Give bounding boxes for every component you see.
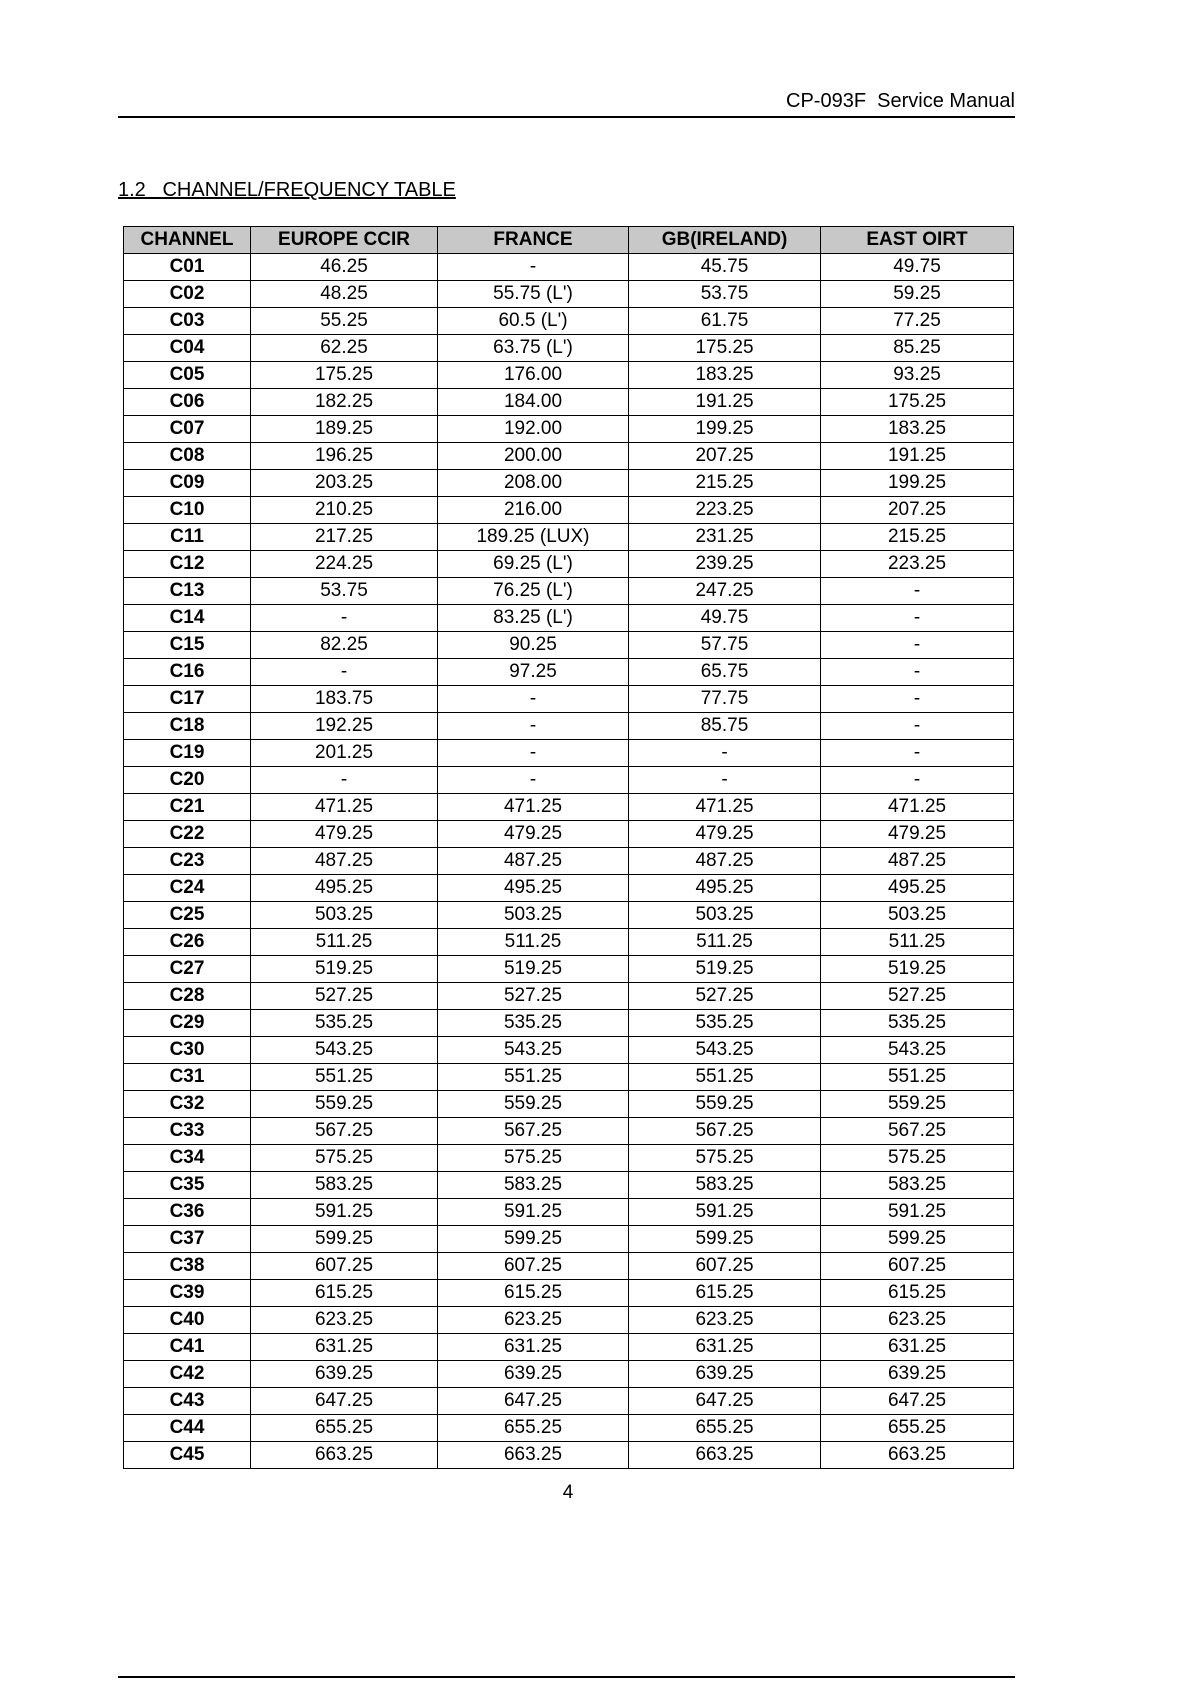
channel-cell: C21 — [124, 794, 251, 821]
channel-cell: C07 — [124, 416, 251, 443]
frequency-cell: 591.25 — [251, 1199, 438, 1226]
frequency-cell: 216.00 — [438, 497, 629, 524]
frequency-cell: 527.25 — [438, 983, 629, 1010]
frequency-cell: 663.25 — [251, 1442, 438, 1469]
frequency-cell: 495.25 — [629, 875, 821, 902]
frequency-cell: 503.25 — [629, 902, 821, 929]
frequency-cell: 479.25 — [251, 821, 438, 848]
channel-cell: C39 — [124, 1280, 251, 1307]
frequency-cell: 55.25 — [251, 308, 438, 335]
frequency-cell: 575.25 — [251, 1145, 438, 1172]
frequency-cell: 85.75 — [629, 713, 821, 740]
channel-cell: C19 — [124, 740, 251, 767]
channel-cell: C01 — [124, 254, 251, 281]
frequency-cell: - — [251, 605, 438, 632]
frequency-cell: 535.25 — [821, 1010, 1014, 1037]
table-row — [124, 1280, 1014, 1307]
channel-cell: C18 — [124, 713, 251, 740]
frequency-cell: 487.25 — [821, 848, 1014, 875]
table-row — [124, 983, 1014, 1010]
table-row — [124, 1361, 1014, 1388]
table-row — [124, 551, 1014, 578]
frequency-cell: 551.25 — [629, 1064, 821, 1091]
channel-cell: C29 — [124, 1010, 251, 1037]
frequency-cell: 543.25 — [629, 1037, 821, 1064]
table-row — [124, 767, 1014, 794]
frequency-cell: 85.25 — [821, 335, 1014, 362]
table-row — [124, 254, 1014, 281]
channel-cell: C06 — [124, 389, 251, 416]
footer-divider — [118, 1676, 1015, 1678]
frequency-cell: - — [251, 659, 438, 686]
frequency-cell: 45.75 — [629, 254, 821, 281]
frequency-cell: 201.25 — [251, 740, 438, 767]
frequency-cell: 639.25 — [629, 1361, 821, 1388]
frequency-cell: 83.25 (L') — [438, 605, 629, 632]
table-row — [124, 821, 1014, 848]
frequency-cell: 655.25 — [821, 1415, 1014, 1442]
table-row — [124, 308, 1014, 335]
table-row — [124, 1145, 1014, 1172]
frequency-cell: 495.25 — [251, 875, 438, 902]
frequency-cell: 217.25 — [251, 524, 438, 551]
frequency-cell: - — [438, 740, 629, 767]
channel-cell: C09 — [124, 470, 251, 497]
channel-cell: C20 — [124, 767, 251, 794]
frequency-cell: 495.25 — [821, 875, 1014, 902]
frequency-cell: - — [821, 632, 1014, 659]
frequency-cell: 527.25 — [629, 983, 821, 1010]
frequency-cell: 208.00 — [438, 470, 629, 497]
table-row — [124, 1307, 1014, 1334]
frequency-cell: 60.5 (L') — [438, 308, 629, 335]
frequency-cell: 543.25 — [438, 1037, 629, 1064]
frequency-cell: 203.25 — [251, 470, 438, 497]
channel-cell: C03 — [124, 308, 251, 335]
frequency-cell: 471.25 — [821, 794, 1014, 821]
frequency-cell: - — [821, 740, 1014, 767]
table-row — [124, 443, 1014, 470]
frequency-cell: 639.25 — [251, 1361, 438, 1388]
channel-cell: C25 — [124, 902, 251, 929]
frequency-cell: 591.25 — [821, 1199, 1014, 1226]
table-row — [124, 956, 1014, 983]
table-header — [124, 227, 1014, 254]
frequency-cell: 215.25 — [821, 524, 1014, 551]
frequency-cell: 527.25 — [821, 983, 1014, 1010]
frequency-cell: 175.25 — [821, 389, 1014, 416]
frequency-cell: 200.00 — [438, 443, 629, 470]
frequency-cell: 63.75 (L') — [438, 335, 629, 362]
frequency-cell: 77.25 — [821, 308, 1014, 335]
frequency-cell: 631.25 — [438, 1334, 629, 1361]
table-row — [124, 1037, 1014, 1064]
frequency-cell: 559.25 — [438, 1091, 629, 1118]
table-row — [124, 524, 1014, 551]
frequency-cell: 175.25 — [629, 335, 821, 362]
header-divider — [118, 116, 1015, 118]
column-header: EUROPE CCIR — [251, 227, 438, 254]
frequency-cell: 479.25 — [821, 821, 1014, 848]
frequency-cell: 663.25 — [821, 1442, 1014, 1469]
table-row — [124, 929, 1014, 956]
column-header: GB(IRELAND) — [629, 227, 821, 254]
frequency-cell: 479.25 — [438, 821, 629, 848]
channel-cell: C17 — [124, 686, 251, 713]
frequency-cell: 90.25 — [438, 632, 629, 659]
frequency-cell: 623.25 — [629, 1307, 821, 1334]
frequency-cell: 543.25 — [821, 1037, 1014, 1064]
frequency-cell: 551.25 — [251, 1064, 438, 1091]
frequency-cell: 199.25 — [821, 470, 1014, 497]
frequency-cell: - — [438, 713, 629, 740]
table-row — [124, 1091, 1014, 1118]
channel-cell: C35 — [124, 1172, 251, 1199]
channel-cell: C14 — [124, 605, 251, 632]
table-row — [124, 497, 1014, 524]
frequency-cell: 655.25 — [251, 1415, 438, 1442]
frequency-cell: 559.25 — [821, 1091, 1014, 1118]
frequency-cell: 199.25 — [629, 416, 821, 443]
frequency-cell: - — [821, 686, 1014, 713]
frequency-cell: 591.25 — [629, 1199, 821, 1226]
frequency-cell: 223.25 — [821, 551, 1014, 578]
frequency-cell: 647.25 — [629, 1388, 821, 1415]
frequency-cell: 519.25 — [251, 956, 438, 983]
frequency-cell: 503.25 — [821, 902, 1014, 929]
table-row — [124, 362, 1014, 389]
frequency-cell: 231.25 — [629, 524, 821, 551]
frequency-cell: 655.25 — [438, 1415, 629, 1442]
frequency-cell: 471.25 — [438, 794, 629, 821]
channel-cell: C13 — [124, 578, 251, 605]
frequency-cell: 511.25 — [629, 929, 821, 956]
frequency-cell: 247.25 — [629, 578, 821, 605]
frequency-cell: 647.25 — [821, 1388, 1014, 1415]
frequency-cell: 567.25 — [821, 1118, 1014, 1145]
frequency-cell: - — [629, 740, 821, 767]
frequency-cell: 183.25 — [629, 362, 821, 389]
frequency-cell: 184.00 — [438, 389, 629, 416]
frequency-cell: 183.75 — [251, 686, 438, 713]
table-row — [124, 1199, 1014, 1226]
table-row — [124, 713, 1014, 740]
frequency-cell: 615.25 — [821, 1280, 1014, 1307]
table-row — [124, 632, 1014, 659]
table-row — [124, 1118, 1014, 1145]
table-row — [124, 1334, 1014, 1361]
table-row — [124, 875, 1014, 902]
frequency-cell: 176.00 — [438, 362, 629, 389]
column-header: CHANNEL — [124, 227, 251, 254]
frequency-cell: 175.25 — [251, 362, 438, 389]
table-row — [124, 1253, 1014, 1280]
frequency-cell: 183.25 — [821, 416, 1014, 443]
frequency-cell: 639.25 — [821, 1361, 1014, 1388]
frequency-cell: - — [821, 578, 1014, 605]
frequency-cell: 495.25 — [438, 875, 629, 902]
frequency-cell: 511.25 — [251, 929, 438, 956]
frequency-cell: 471.25 — [251, 794, 438, 821]
frequency-cell: 239.25 — [629, 551, 821, 578]
frequency-cell: 551.25 — [438, 1064, 629, 1091]
frequency-cell: 599.25 — [821, 1226, 1014, 1253]
frequency-cell: 511.25 — [438, 929, 629, 956]
frequency-cell: 48.25 — [251, 281, 438, 308]
frequency-cell: 53.75 — [629, 281, 821, 308]
frequency-cell: 223.25 — [629, 497, 821, 524]
frequency-cell: 615.25 — [629, 1280, 821, 1307]
frequency-cell: 65.75 — [629, 659, 821, 686]
frequency-cell: 583.25 — [629, 1172, 821, 1199]
frequency-cell: 479.25 — [629, 821, 821, 848]
frequency-cell: 189.25 (LUX) — [438, 524, 629, 551]
frequency-cell: 191.25 — [629, 389, 821, 416]
frequency-cell: 591.25 — [438, 1199, 629, 1226]
channel-cell: C23 — [124, 848, 251, 875]
frequency-cell: 97.25 — [438, 659, 629, 686]
page-number: 4 — [562, 1482, 574, 1503]
frequency-cell: 59.25 — [821, 281, 1014, 308]
channel-cell: C42 — [124, 1361, 251, 1388]
channel-cell: C37 — [124, 1226, 251, 1253]
channel-cell: C27 — [124, 956, 251, 983]
frequency-cell: 207.25 — [629, 443, 821, 470]
frequency-cell: 69.25 (L') — [438, 551, 629, 578]
frequency-cell: - — [438, 254, 629, 281]
frequency-cell: - — [438, 686, 629, 713]
channel-cell: C28 — [124, 983, 251, 1010]
frequency-cell: 215.25 — [629, 470, 821, 497]
table-row — [124, 1010, 1014, 1037]
channel-cell: C08 — [124, 443, 251, 470]
table-row — [124, 605, 1014, 632]
frequency-cell: 519.25 — [438, 956, 629, 983]
frequency-cell: 615.25 — [438, 1280, 629, 1307]
frequency-cell: 639.25 — [438, 1361, 629, 1388]
frequency-cell: 599.25 — [438, 1226, 629, 1253]
frequency-cell: 623.25 — [251, 1307, 438, 1334]
frequency-cell: - — [821, 713, 1014, 740]
frequency-cell: 607.25 — [629, 1253, 821, 1280]
channel-cell: C16 — [124, 659, 251, 686]
frequency-cell: 551.25 — [821, 1064, 1014, 1091]
frequency-cell: - — [821, 605, 1014, 632]
channel-cell: C45 — [124, 1442, 251, 1469]
frequency-cell: 487.25 — [251, 848, 438, 875]
frequency-cell: 519.25 — [629, 956, 821, 983]
frequency-cell: 57.75 — [629, 632, 821, 659]
channel-cell: C38 — [124, 1253, 251, 1280]
channel-frequency-table — [123, 226, 1014, 1469]
channel-cell: C11 — [124, 524, 251, 551]
frequency-cell: 55.75 (L') — [438, 281, 629, 308]
channel-cell: C24 — [124, 875, 251, 902]
table-row — [124, 848, 1014, 875]
frequency-cell: - — [251, 767, 438, 794]
frequency-cell: 487.25 — [438, 848, 629, 875]
frequency-cell: 62.25 — [251, 335, 438, 362]
channel-cell: C31 — [124, 1064, 251, 1091]
channel-cell: C34 — [124, 1145, 251, 1172]
channel-cell: C41 — [124, 1334, 251, 1361]
frequency-cell: 623.25 — [438, 1307, 629, 1334]
channel-cell: C10 — [124, 497, 251, 524]
frequency-cell: 61.75 — [629, 308, 821, 335]
frequency-cell: 607.25 — [821, 1253, 1014, 1280]
table-row — [124, 470, 1014, 497]
frequency-cell: 82.25 — [251, 632, 438, 659]
frequency-cell: 631.25 — [251, 1334, 438, 1361]
section-title: 1.2 CHANNEL/FREQUENCY TABLE — [118, 179, 456, 201]
table-row — [124, 1388, 1014, 1415]
document-title: CP-093F Service Manual — [786, 90, 1015, 112]
table-row — [124, 902, 1014, 929]
table-row — [124, 794, 1014, 821]
frequency-cell: 182.25 — [251, 389, 438, 416]
frequency-cell: 511.25 — [821, 929, 1014, 956]
channel-cell: C30 — [124, 1037, 251, 1064]
frequency-cell: 207.25 — [821, 497, 1014, 524]
table-row — [124, 1415, 1014, 1442]
frequency-cell: 519.25 — [821, 956, 1014, 983]
frequency-cell: 189.25 — [251, 416, 438, 443]
frequency-cell: 575.25 — [629, 1145, 821, 1172]
table-row — [124, 416, 1014, 443]
frequency-cell: 567.25 — [629, 1118, 821, 1145]
frequency-cell: 535.25 — [629, 1010, 821, 1037]
frequency-cell: 567.25 — [251, 1118, 438, 1145]
channel-cell: C15 — [124, 632, 251, 659]
frequency-cell: 77.75 — [629, 686, 821, 713]
frequency-cell: 575.25 — [821, 1145, 1014, 1172]
frequency-cell: 567.25 — [438, 1118, 629, 1145]
frequency-cell: 623.25 — [821, 1307, 1014, 1334]
table-row — [124, 281, 1014, 308]
frequency-cell: 663.25 — [438, 1442, 629, 1469]
frequency-cell: 192.00 — [438, 416, 629, 443]
table-row — [124, 659, 1014, 686]
table-row — [124, 1442, 1014, 1469]
frequency-cell: 663.25 — [629, 1442, 821, 1469]
column-header: FRANCE — [438, 227, 629, 254]
frequency-cell: 224.25 — [251, 551, 438, 578]
frequency-cell: 599.25 — [629, 1226, 821, 1253]
table-body — [124, 254, 1014, 1469]
frequency-cell: 543.25 — [251, 1037, 438, 1064]
table-row — [124, 1172, 1014, 1199]
frequency-cell: 647.25 — [251, 1388, 438, 1415]
frequency-cell: 631.25 — [821, 1334, 1014, 1361]
frequency-cell: 487.25 — [629, 848, 821, 875]
channel-cell: C43 — [124, 1388, 251, 1415]
frequency-cell: 583.25 — [821, 1172, 1014, 1199]
channel-cell: C05 — [124, 362, 251, 389]
channel-cell: C04 — [124, 335, 251, 362]
frequency-cell: 93.25 — [821, 362, 1014, 389]
frequency-cell: 49.75 — [629, 605, 821, 632]
frequency-cell: 46.25 — [251, 254, 438, 281]
frequency-cell: 583.25 — [438, 1172, 629, 1199]
frequency-cell: - — [821, 659, 1014, 686]
frequency-cell: 49.75 — [821, 254, 1014, 281]
channel-cell: C44 — [124, 1415, 251, 1442]
column-header: EAST OIRT — [821, 227, 1014, 254]
frequency-cell: 631.25 — [629, 1334, 821, 1361]
frequency-cell: 503.25 — [438, 902, 629, 929]
frequency-cell: 559.25 — [629, 1091, 821, 1118]
frequency-cell: 655.25 — [629, 1415, 821, 1442]
frequency-cell: 191.25 — [821, 443, 1014, 470]
frequency-cell: 559.25 — [251, 1091, 438, 1118]
frequency-cell: 535.25 — [251, 1010, 438, 1037]
frequency-cell: 210.25 — [251, 497, 438, 524]
channel-cell: C22 — [124, 821, 251, 848]
frequency-cell: 583.25 — [251, 1172, 438, 1199]
channel-cell: C33 — [124, 1118, 251, 1145]
channel-cell: C26 — [124, 929, 251, 956]
frequency-cell: 607.25 — [251, 1253, 438, 1280]
frequency-cell: 76.25 (L') — [438, 578, 629, 605]
channel-cell: C12 — [124, 551, 251, 578]
frequency-cell: - — [821, 767, 1014, 794]
frequency-cell: 192.25 — [251, 713, 438, 740]
frequency-cell: 471.25 — [629, 794, 821, 821]
channel-cell: C36 — [124, 1199, 251, 1226]
table-row — [124, 389, 1014, 416]
table-header-row — [124, 227, 1014, 254]
table-row — [124, 686, 1014, 713]
frequency-cell: 647.25 — [438, 1388, 629, 1415]
frequency-cell: 599.25 — [251, 1226, 438, 1253]
frequency-cell: 503.25 — [251, 902, 438, 929]
table-row — [124, 578, 1014, 605]
frequency-cell: 535.25 — [438, 1010, 629, 1037]
table-row — [124, 1226, 1014, 1253]
frequency-cell: 527.25 — [251, 983, 438, 1010]
table-row — [124, 1064, 1014, 1091]
frequency-cell: 53.75 — [251, 578, 438, 605]
frequency-cell: - — [438, 767, 629, 794]
frequency-cell: 575.25 — [438, 1145, 629, 1172]
table-row — [124, 335, 1014, 362]
channel-cell: C40 — [124, 1307, 251, 1334]
frequency-cell: - — [629, 767, 821, 794]
channel-cell: C02 — [124, 281, 251, 308]
frequency-cell: 615.25 — [251, 1280, 438, 1307]
table-row — [124, 740, 1014, 767]
frequency-cell: 607.25 — [438, 1253, 629, 1280]
frequency-cell: 196.25 — [251, 443, 438, 470]
channel-cell: C32 — [124, 1091, 251, 1118]
